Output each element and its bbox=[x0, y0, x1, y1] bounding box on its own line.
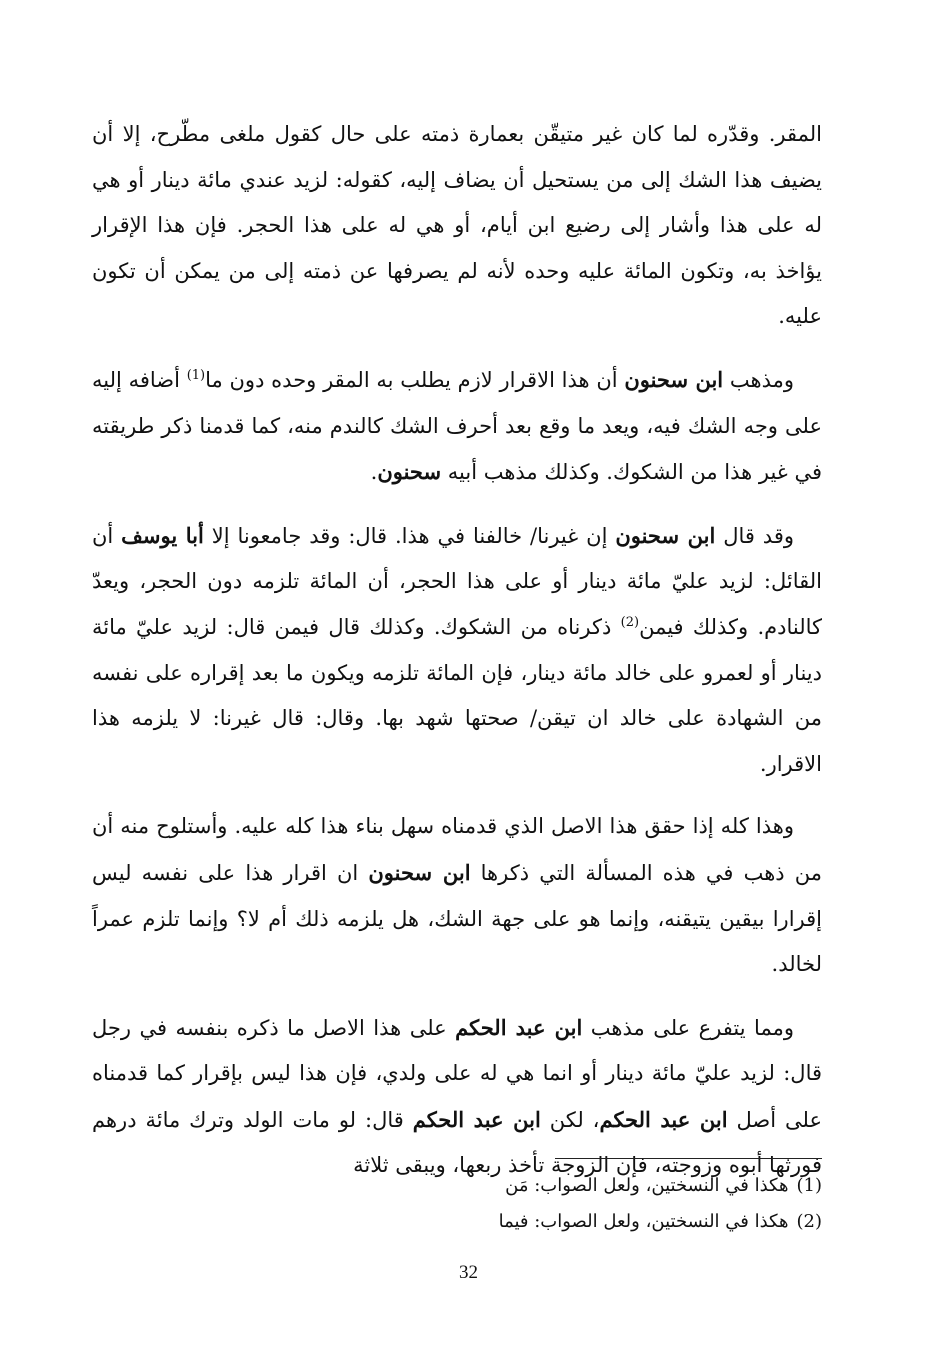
footnote-marker: (1) bbox=[186, 367, 206, 383]
paragraph-text: ان اقرار هذا على نفسه ليس إقرارا بيقين يتيقنه، وإنما هو على جهة الشك، هل يلزمه ذلك أم لا؟ وإنما تلزم عمراً لخالد. bbox=[92, 860, 822, 977]
paragraph-text: المقر. وقدّره لما كان غير متيقّن بعمارة ذمته على حال كقول ملغى مطّرح، إلا أن يضيف هذا الشك إلى من يستحيل أن يضاف إليه، كقوله: لزيد عندي مائة دينار أو هي له على هذا وأشار إلى رضيع ابن أيام، أو هي له على هذا الحجر. فإن هذا الإقرار يؤاخذ به، وتكون المائة عليه وحده لأنه لم يصرفها عن ذمته إلى من يمكن أن تكون عليه. bbox=[92, 122, 822, 329]
paragraph-text: ومذهب bbox=[723, 367, 794, 392]
paragraph-text: ، لكن bbox=[540, 1107, 600, 1132]
paragraph-text: على هذا الاصل ما ذكره بنفسه في رجل قال: لزيد عليّ مائة دينار أو انما هي له على ولدي، فإن هذا ليس بإقرار كما قدمناه على أصل bbox=[92, 1015, 822, 1132]
paragraph-text: ومما يتفرع على مذهب bbox=[582, 1015, 794, 1040]
emphasized-name: أبا يوسف bbox=[121, 522, 204, 548]
emphasized-name: ابن عبد الحكم bbox=[412, 1106, 541, 1132]
footnote-separator bbox=[555, 1158, 822, 1159]
paragraph-text: . bbox=[370, 460, 378, 485]
paragraph-text: ذكرناه من الشكوك. وكذلك قال فيمن قال: لزيد عليّ مائة دينار أو لعمرو على خالد مائة دينار، فإن المائة تلزمه ويكون ما بعد إقراره على نفسه من الشهادة على خالد ان تيقن/ صحتها شهد بها. وقال: قال غيرنا: لا يلزمه هذا الاقرار. bbox=[92, 614, 822, 776]
paragraph-text: أن القائل: لزيد عليّ مائة دينار أو على هذا الحجر، أن المائة تلزمه دون الحجر، ويعدّ كالنادم. وكذلك فيمن bbox=[92, 523, 822, 639]
footnote-number: (2) bbox=[796, 1211, 822, 1232]
paragraph bbox=[92, 112, 822, 340]
paragraph-text: إن غيرنا/ خالفنا في هذا. قال: وقد جامعونا إلا bbox=[203, 523, 616, 548]
footnotes bbox=[300, 1168, 822, 1240]
main-text bbox=[92, 112, 822, 1206]
paragraph bbox=[92, 357, 822, 496]
paragraph bbox=[92, 1005, 822, 1189]
footnote-item bbox=[300, 1168, 822, 1204]
paragraph-text: أضافه إليه على وجه الشك فيه، ويعد ما وقع بعد أحرف الشك كالندم منه، كما قدمنا ذكر طريقته في غير هذا من الشكوك. وكذلك مذهب أبيه bbox=[92, 367, 822, 485]
emphasized-name: ابن عبد الحكم bbox=[455, 1014, 583, 1040]
footnote-text: هكذا في النسختين، ولعل الصواب: مَن bbox=[505, 1175, 789, 1196]
paragraph-text: وهذا كله إذا حقق هذا الاصل الذي قدمناه سهل بناء هذا كله عليه. وأستلوح منه أن من ذهب في هذه المسألة التي ذكرها bbox=[92, 814, 822, 885]
paragraph-text: وقد قال bbox=[715, 523, 794, 548]
page-number: 32 bbox=[459, 1262, 478, 1283]
paragraph bbox=[92, 513, 822, 788]
emphasized-name: سحنون bbox=[377, 459, 442, 485]
footnote-number: (1) bbox=[796, 1175, 822, 1196]
paragraph-text: أن هذا الاقرار لازم يطلب به المقر وحده دون ما bbox=[205, 367, 625, 392]
footnote-item bbox=[300, 1204, 822, 1240]
footnote-text: هكذا في النسختين، ولعل الصواب: فيما bbox=[498, 1211, 789, 1232]
paragraph bbox=[92, 804, 822, 987]
emphasized-name: ابن سحنون bbox=[624, 366, 724, 392]
emphasized-name: ابن سحنون bbox=[368, 859, 471, 885]
paragraph-text: قال: لو مات الولد وترك مائة درهم فورثها أبوه وزوجته، فإن الزوجة تأخذ ربعها، ويبقى ثلاثة bbox=[92, 1107, 822, 1178]
emphasized-name: ابن عبد الحكم bbox=[599, 1106, 728, 1132]
footnote-marker: (2) bbox=[620, 614, 640, 630]
emphasized-name: ابن سحنون bbox=[615, 522, 716, 548]
